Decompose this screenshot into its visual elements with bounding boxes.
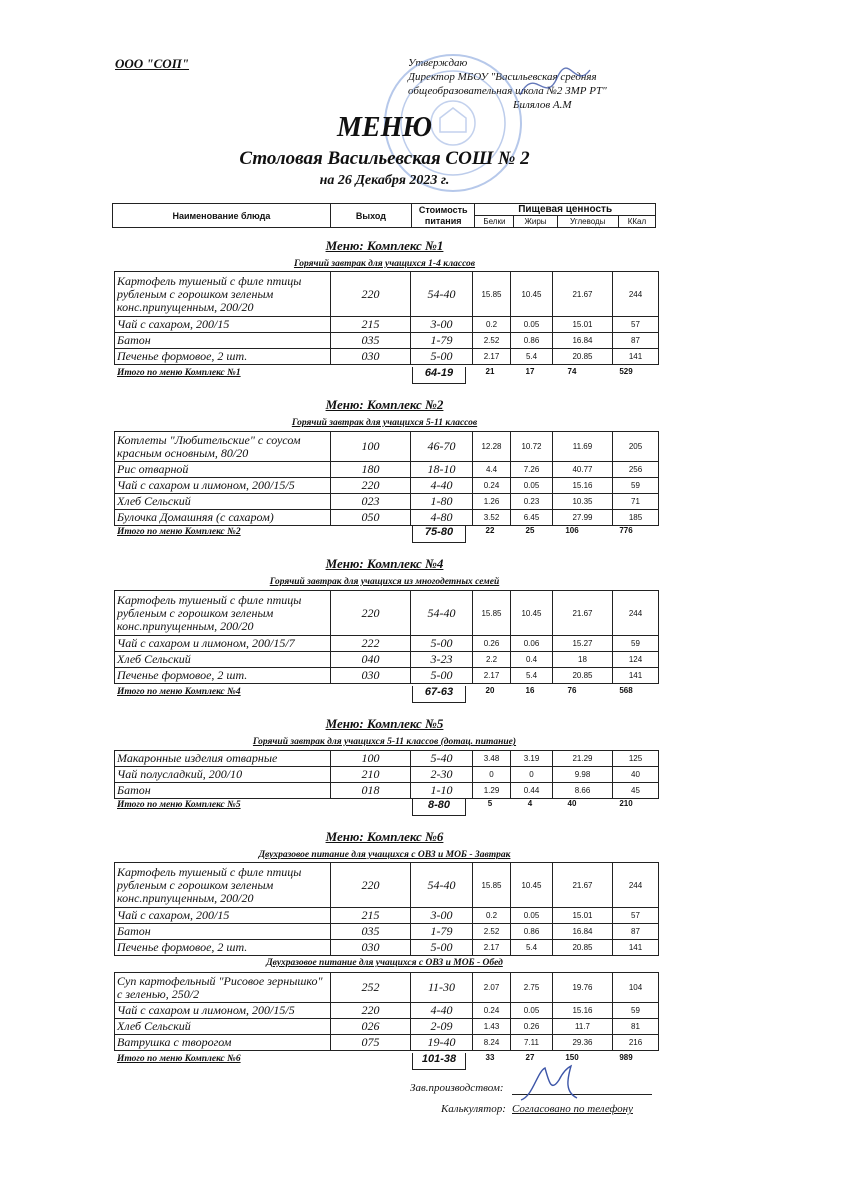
dish-proteins: 15.85 <box>473 591 511 636</box>
menu-total-kcal: 210 <box>619 799 633 808</box>
dish-output: 220 <box>331 591 411 636</box>
dish-carbs: 19.76 <box>553 973 613 1003</box>
dish-proteins: 2.52 <box>473 333 511 349</box>
dish-price: 5-00 <box>411 349 473 365</box>
dish-output: 220 <box>331 1003 411 1019</box>
dish-output: 040 <box>331 652 411 668</box>
dish-output: 215 <box>331 908 411 924</box>
table-row <box>115 783 659 799</box>
dish-output: 100 <box>331 751 411 767</box>
dish-kcal: 87 <box>613 333 659 349</box>
table-row <box>115 510 659 526</box>
menu-total-fats: 17 <box>525 367 535 376</box>
dish-price: 4-80 <box>411 510 473 526</box>
table-row <box>115 973 659 1003</box>
dish-price: 1-80 <box>411 494 473 510</box>
dish-proteins: 2.2 <box>473 652 511 668</box>
dish-proteins: 4.4 <box>473 462 511 478</box>
dish-kcal: 141 <box>613 349 659 365</box>
menu-total-carbs: 106 <box>565 526 579 535</box>
dish-proteins: 3.48 <box>473 751 511 767</box>
table-row <box>115 317 659 333</box>
dish-fats: 0.05 <box>511 1003 553 1019</box>
dish-proteins: 1.29 <box>473 783 511 799</box>
dish-output: 035 <box>331 333 411 349</box>
dish-proteins: 2.52 <box>473 924 511 940</box>
menu-total-label: Итого по меню Комплекс №5 <box>117 800 241 810</box>
dish-fats: 0.4 <box>511 652 553 668</box>
dish-price: 54-40 <box>411 591 473 636</box>
dish-fats: 0.05 <box>511 478 553 494</box>
dish-kcal: 244 <box>613 863 659 908</box>
menu-title: Меню: Комплекс №2 <box>325 397 444 412</box>
menu-subtitle: Горячий завтрак для учащихся 5-11 классов <box>291 418 478 428</box>
dish-proteins: 0.26 <box>473 636 511 652</box>
table-row <box>115 462 659 478</box>
dish-kcal: 141 <box>613 940 659 956</box>
dish-carbs: 10.35 <box>553 494 613 510</box>
dish-output: 050 <box>331 510 411 526</box>
calculator-value: Согласовано по телефону <box>512 1103 633 1115</box>
approval-line: общеобразовательная школа №2 ЗМР РТ" <box>408 85 607 97</box>
menu-total-price: 101-38 <box>412 1053 466 1070</box>
menu-table <box>114 972 659 1051</box>
menu-total-proteins: 22 <box>485 526 495 535</box>
dish-carbs: 40.77 <box>553 462 613 478</box>
dish-name: Батон <box>115 924 331 940</box>
dish-price: 11-30 <box>411 973 473 1003</box>
dish-fats: 10.72 <box>511 432 553 462</box>
table-row <box>115 432 659 462</box>
dish-output: 030 <box>331 668 411 684</box>
dish-proteins: 0.2 <box>473 908 511 924</box>
dish-name: Чай с сахаром, 200/15 <box>115 317 331 333</box>
dish-name: Чай полусладкий, 200/10 <box>115 767 331 783</box>
dish-kcal: 185 <box>613 510 659 526</box>
dish-fats: 0.86 <box>511 333 553 349</box>
dish-name: Картофель тушеный с филе птицы рубленым с горошком зеленым конс.припущенным, 200/20 <box>115 591 331 636</box>
dish-price: 1-10 <box>411 783 473 799</box>
menu-total-label: Итого по меню Комплекс №1 <box>117 368 241 378</box>
menu-total-fats: 16 <box>525 686 535 695</box>
dish-kcal: 59 <box>613 636 659 652</box>
dish-name: Чай с сахаром и лимоном, 200/15/5 <box>115 1003 331 1019</box>
table-row <box>115 591 659 636</box>
menu-total-carbs: 74 <box>567 367 577 376</box>
dish-kcal: 141 <box>613 668 659 684</box>
dish-fats: 5.4 <box>511 668 553 684</box>
dish-fats: 0.44 <box>511 783 553 799</box>
dish-name: Печенье формовое, 2 шт. <box>115 668 331 684</box>
dish-carbs: 15.01 <box>553 317 613 333</box>
dish-kcal: 124 <box>613 652 659 668</box>
production-signature-icon <box>515 1062 585 1106</box>
menu-table <box>114 431 659 526</box>
page-subtitle: Столовая Васильевская СОШ № 2 <box>239 148 530 169</box>
dish-carbs: 21.29 <box>553 751 613 767</box>
menu-total-proteins: 33 <box>485 1053 495 1062</box>
dish-name: Картофель тушеный с филе птицы рубленым с горошком зеленым конс.припущенным, 200/20 <box>115 863 331 908</box>
dish-carbs: 27.99 <box>553 510 613 526</box>
menu-title: Меню: Комплекс №1 <box>325 238 444 253</box>
dish-name: Батон <box>115 783 331 799</box>
menu-total-proteins: 5 <box>487 799 493 808</box>
menu-total-fats: 27 <box>525 1053 535 1062</box>
menu-total-price: 67-63 <box>412 686 466 703</box>
menu-total-label: Итого по меню Комплекс №6 <box>117 1054 241 1064</box>
page-title: МЕНЮ <box>337 112 432 143</box>
dish-price: 2-09 <box>411 1019 473 1035</box>
dish-price: 18-10 <box>411 462 473 478</box>
dish-name: Макаронные изделия отварные <box>115 751 331 767</box>
dish-proteins: 15.85 <box>473 863 511 908</box>
col-output: Выход <box>330 204 411 228</box>
dish-carbs: 20.85 <box>553 668 613 684</box>
dish-kcal: 45 <box>613 783 659 799</box>
menu-subtitle: Двухразовое питание для учащихся с ОВЗ и МОБ - Завтрак <box>258 850 511 860</box>
dish-carbs: 15.16 <box>553 478 613 494</box>
table-row <box>115 767 659 783</box>
menu-table <box>114 590 659 684</box>
table-row <box>115 349 659 365</box>
menu-title: Меню: Комплекс №6 <box>325 829 444 844</box>
dish-fats: 10.45 <box>511 591 553 636</box>
table-row <box>115 863 659 908</box>
approval-line: Утверждаю <box>408 57 468 69</box>
dish-fats: 3.19 <box>511 751 553 767</box>
menu-total-fats: 25 <box>525 526 535 535</box>
dish-kcal: 57 <box>613 317 659 333</box>
dish-price: 5-00 <box>411 940 473 956</box>
dish-kcal: 256 <box>613 462 659 478</box>
dish-proteins: 0.24 <box>473 1003 511 1019</box>
dish-fats: 0.86 <box>511 924 553 940</box>
dish-proteins: 0 <box>473 767 511 783</box>
dish-name: Рис отварной <box>115 462 331 478</box>
menu-total-label: Итого по меню Комплекс №4 <box>117 687 241 697</box>
dish-name: Печенье формовое, 2 шт. <box>115 940 331 956</box>
dish-output: 018 <box>331 783 411 799</box>
col-dish-name: Наименование блюда <box>113 204 331 228</box>
dish-kcal: 244 <box>613 591 659 636</box>
column-header-table <box>112 203 656 228</box>
dish-price: 2-30 <box>411 767 473 783</box>
dish-proteins: 3.52 <box>473 510 511 526</box>
dish-kcal: 81 <box>613 1019 659 1035</box>
menu-total-price: 8-80 <box>412 799 466 816</box>
dish-name: Хлеб Сельский <box>115 652 331 668</box>
dish-carbs: 20.85 <box>553 940 613 956</box>
dish-kcal: 57 <box>613 908 659 924</box>
dish-output: 030 <box>331 349 411 365</box>
dish-proteins: 0.24 <box>473 478 511 494</box>
menu-title: Меню: Комплекс №4 <box>325 556 444 571</box>
table-row <box>115 940 659 956</box>
dish-price: 3-00 <box>411 317 473 333</box>
table-row <box>115 272 659 317</box>
menu-table <box>114 271 659 365</box>
menu-table <box>114 750 659 799</box>
dish-proteins: 2.17 <box>473 349 511 365</box>
dish-output: 180 <box>331 462 411 478</box>
menu-total-carbs: 40 <box>567 799 577 808</box>
calculator-label: Калькулятор: <box>441 1103 506 1115</box>
menu-subtitle: Горячий завтрак для учащихся 5-11 классов (дотац. питание) <box>252 737 517 747</box>
col-carbs: Углеводы <box>557 216 618 228</box>
dish-price: 3-23 <box>411 652 473 668</box>
menu-total-proteins: 21 <box>485 367 495 376</box>
dish-name: Батон <box>115 333 331 349</box>
dish-name: Чай с сахаром, 200/15 <box>115 908 331 924</box>
menu-table <box>114 862 659 956</box>
dish-fats: 6.45 <box>511 510 553 526</box>
table-row <box>115 1019 659 1035</box>
dish-name: Хлеб Сельский <box>115 1019 331 1035</box>
menu-total-kcal: 989 <box>619 1053 633 1062</box>
menu-title: Меню: Комплекс №5 <box>325 716 444 731</box>
dish-proteins: 8.24 <box>473 1035 511 1051</box>
dish-fats: 0.05 <box>511 317 553 333</box>
organization-name: ООО "СОП" <box>115 56 190 71</box>
dish-output: 035 <box>331 924 411 940</box>
menu-date: на 26 Декабря 2023 г. <box>319 173 450 188</box>
dish-output: 100 <box>331 432 411 462</box>
dish-kcal: 104 <box>613 973 659 1003</box>
dish-carbs: 29.36 <box>553 1035 613 1051</box>
dish-carbs: 11.7 <box>553 1019 613 1035</box>
dish-output: 026 <box>331 1019 411 1035</box>
dish-name: Суп картофельный "Рисовое зернышко" с зеленью, 250/2 <box>115 973 331 1003</box>
dish-proteins: 15.85 <box>473 272 511 317</box>
dish-kcal: 125 <box>613 751 659 767</box>
table-row <box>115 668 659 684</box>
dish-output: 220 <box>331 272 411 317</box>
col-proteins: Белки <box>475 216 514 228</box>
menu-total-fats: 4 <box>527 799 533 808</box>
dish-name: Булочка Домашняя (с сахаром) <box>115 510 331 526</box>
production-manager-label: Зав.производством: <box>410 1082 504 1094</box>
menu-subtitle: Горячий завтрак для учащихся из многодетных семей <box>269 577 500 587</box>
table-row <box>115 1003 659 1019</box>
table-row <box>115 478 659 494</box>
dish-price: 46-70 <box>411 432 473 462</box>
dish-price: 1-79 <box>411 333 473 349</box>
dish-fats: 0.05 <box>511 908 553 924</box>
dish-name: Ватрушка с творогом <box>115 1035 331 1051</box>
dish-carbs: 16.84 <box>553 924 613 940</box>
dish-output: 215 <box>331 317 411 333</box>
dish-name: Печенье формовое, 2 шт. <box>115 349 331 365</box>
table-row <box>115 751 659 767</box>
menu-subtitle: Горячий завтрак для учащихся 1-4 классов <box>293 259 476 269</box>
dish-fats: 5.4 <box>511 940 553 956</box>
dish-fats: 10.45 <box>511 863 553 908</box>
dish-carbs: 15.01 <box>553 908 613 924</box>
dish-kcal: 59 <box>613 478 659 494</box>
menu-total-price: 75-80 <box>412 526 466 543</box>
dish-output: 075 <box>331 1035 411 1051</box>
table-row <box>115 1035 659 1051</box>
col-cost-2: питания <box>412 216 475 228</box>
dish-price: 4-40 <box>411 1003 473 1019</box>
dish-price: 3-00 <box>411 908 473 924</box>
dish-proteins: 0.2 <box>473 317 511 333</box>
menu-total-label: Итого по меню Комплекс №2 <box>117 527 241 537</box>
dish-carbs: 15.16 <box>553 1003 613 1019</box>
dish-carbs: 8.66 <box>553 783 613 799</box>
dish-kcal: 40 <box>613 767 659 783</box>
dish-carbs: 16.84 <box>553 333 613 349</box>
dish-carbs: 18 <box>553 652 613 668</box>
dish-carbs: 21.67 <box>553 863 613 908</box>
menu-total-proteins: 20 <box>485 686 495 695</box>
dish-proteins: 2.17 <box>473 668 511 684</box>
dish-name: Чай с сахаром и лимоном, 200/15/7 <box>115 636 331 652</box>
dish-output: 030 <box>331 940 411 956</box>
menu-total-kcal: 776 <box>619 526 633 535</box>
table-row <box>115 924 659 940</box>
table-row <box>115 636 659 652</box>
menu-subtitle: Двухразовое питание для учащихся с ОВЗ и МОБ - Обед <box>266 958 503 968</box>
dish-kcal: 205 <box>613 432 659 462</box>
dish-price: 5-40 <box>411 751 473 767</box>
dish-carbs: 9.98 <box>553 767 613 783</box>
dish-output: 210 <box>331 767 411 783</box>
dish-kcal: 71 <box>613 494 659 510</box>
dish-price: 1-79 <box>411 924 473 940</box>
dish-carbs: 15.27 <box>553 636 613 652</box>
dish-fats: 0.26 <box>511 1019 553 1035</box>
dish-price: 5-00 <box>411 668 473 684</box>
col-nutrition: Пищевая ценность <box>475 204 656 216</box>
dish-name: Хлеб Сельский <box>115 494 331 510</box>
dish-price: 54-40 <box>411 863 473 908</box>
dish-fats: 0 <box>511 767 553 783</box>
dish-price: 54-40 <box>411 272 473 317</box>
col-cost: Стоимость <box>412 204 475 216</box>
menu-total-kcal: 568 <box>619 686 633 695</box>
dish-output: 220 <box>331 863 411 908</box>
dish-fats: 2.75 <box>511 973 553 1003</box>
menu-total-price: 64-19 <box>412 367 466 384</box>
dish-proteins: 2.17 <box>473 940 511 956</box>
dish-output: 023 <box>331 494 411 510</box>
dish-proteins: 12.28 <box>473 432 511 462</box>
col-kcal: ККал <box>618 216 655 228</box>
dish-price: 4-40 <box>411 478 473 494</box>
dish-price: 19-40 <box>411 1035 473 1051</box>
dish-carbs: 21.67 <box>553 272 613 317</box>
menu-total-carbs: 76 <box>567 686 577 695</box>
dish-carbs: 21.67 <box>553 591 613 636</box>
dish-kcal: 59 <box>613 1003 659 1019</box>
dish-fats: 7.26 <box>511 462 553 478</box>
approval-line: Директор МБОУ "Васильевская средняя <box>408 71 597 83</box>
dish-name: Картофель тушеный с филе птицы рубленым с горошком зеленым конс.припущенным, 200/20 <box>115 272 331 317</box>
table-row <box>115 494 659 510</box>
dish-kcal: 244 <box>613 272 659 317</box>
dish-fats: 5.4 <box>511 349 553 365</box>
dish-name: Котлеты "Любительские" с соусом красным основным, 80/20 <box>115 432 331 462</box>
table-row <box>115 333 659 349</box>
dish-kcal: 87 <box>613 924 659 940</box>
dish-carbs: 11.69 <box>553 432 613 462</box>
menu-total-carbs: 150 <box>565 1053 579 1062</box>
dish-fats: 7.11 <box>511 1035 553 1051</box>
dish-fats: 0.06 <box>511 636 553 652</box>
dish-output: 220 <box>331 478 411 494</box>
dish-proteins: 1.43 <box>473 1019 511 1035</box>
table-row <box>115 652 659 668</box>
dish-carbs: 20.85 <box>553 349 613 365</box>
dish-proteins: 1.26 <box>473 494 511 510</box>
table-row <box>115 908 659 924</box>
col-fats: Жиры <box>514 216 557 228</box>
dish-price: 5-00 <box>411 636 473 652</box>
dish-kcal: 216 <box>613 1035 659 1051</box>
menu-total-kcal: 529 <box>619 367 633 376</box>
dish-output: 252 <box>331 973 411 1003</box>
dish-fats: 10.45 <box>511 272 553 317</box>
dish-proteins: 2.07 <box>473 973 511 1003</box>
director-signature-icon <box>515 60 595 110</box>
dish-fats: 0.23 <box>511 494 553 510</box>
dish-output: 222 <box>331 636 411 652</box>
dish-name: Чай с сахаром и лимоном, 200/15/5 <box>115 478 331 494</box>
approval-line: Билялов А.М <box>513 99 572 111</box>
